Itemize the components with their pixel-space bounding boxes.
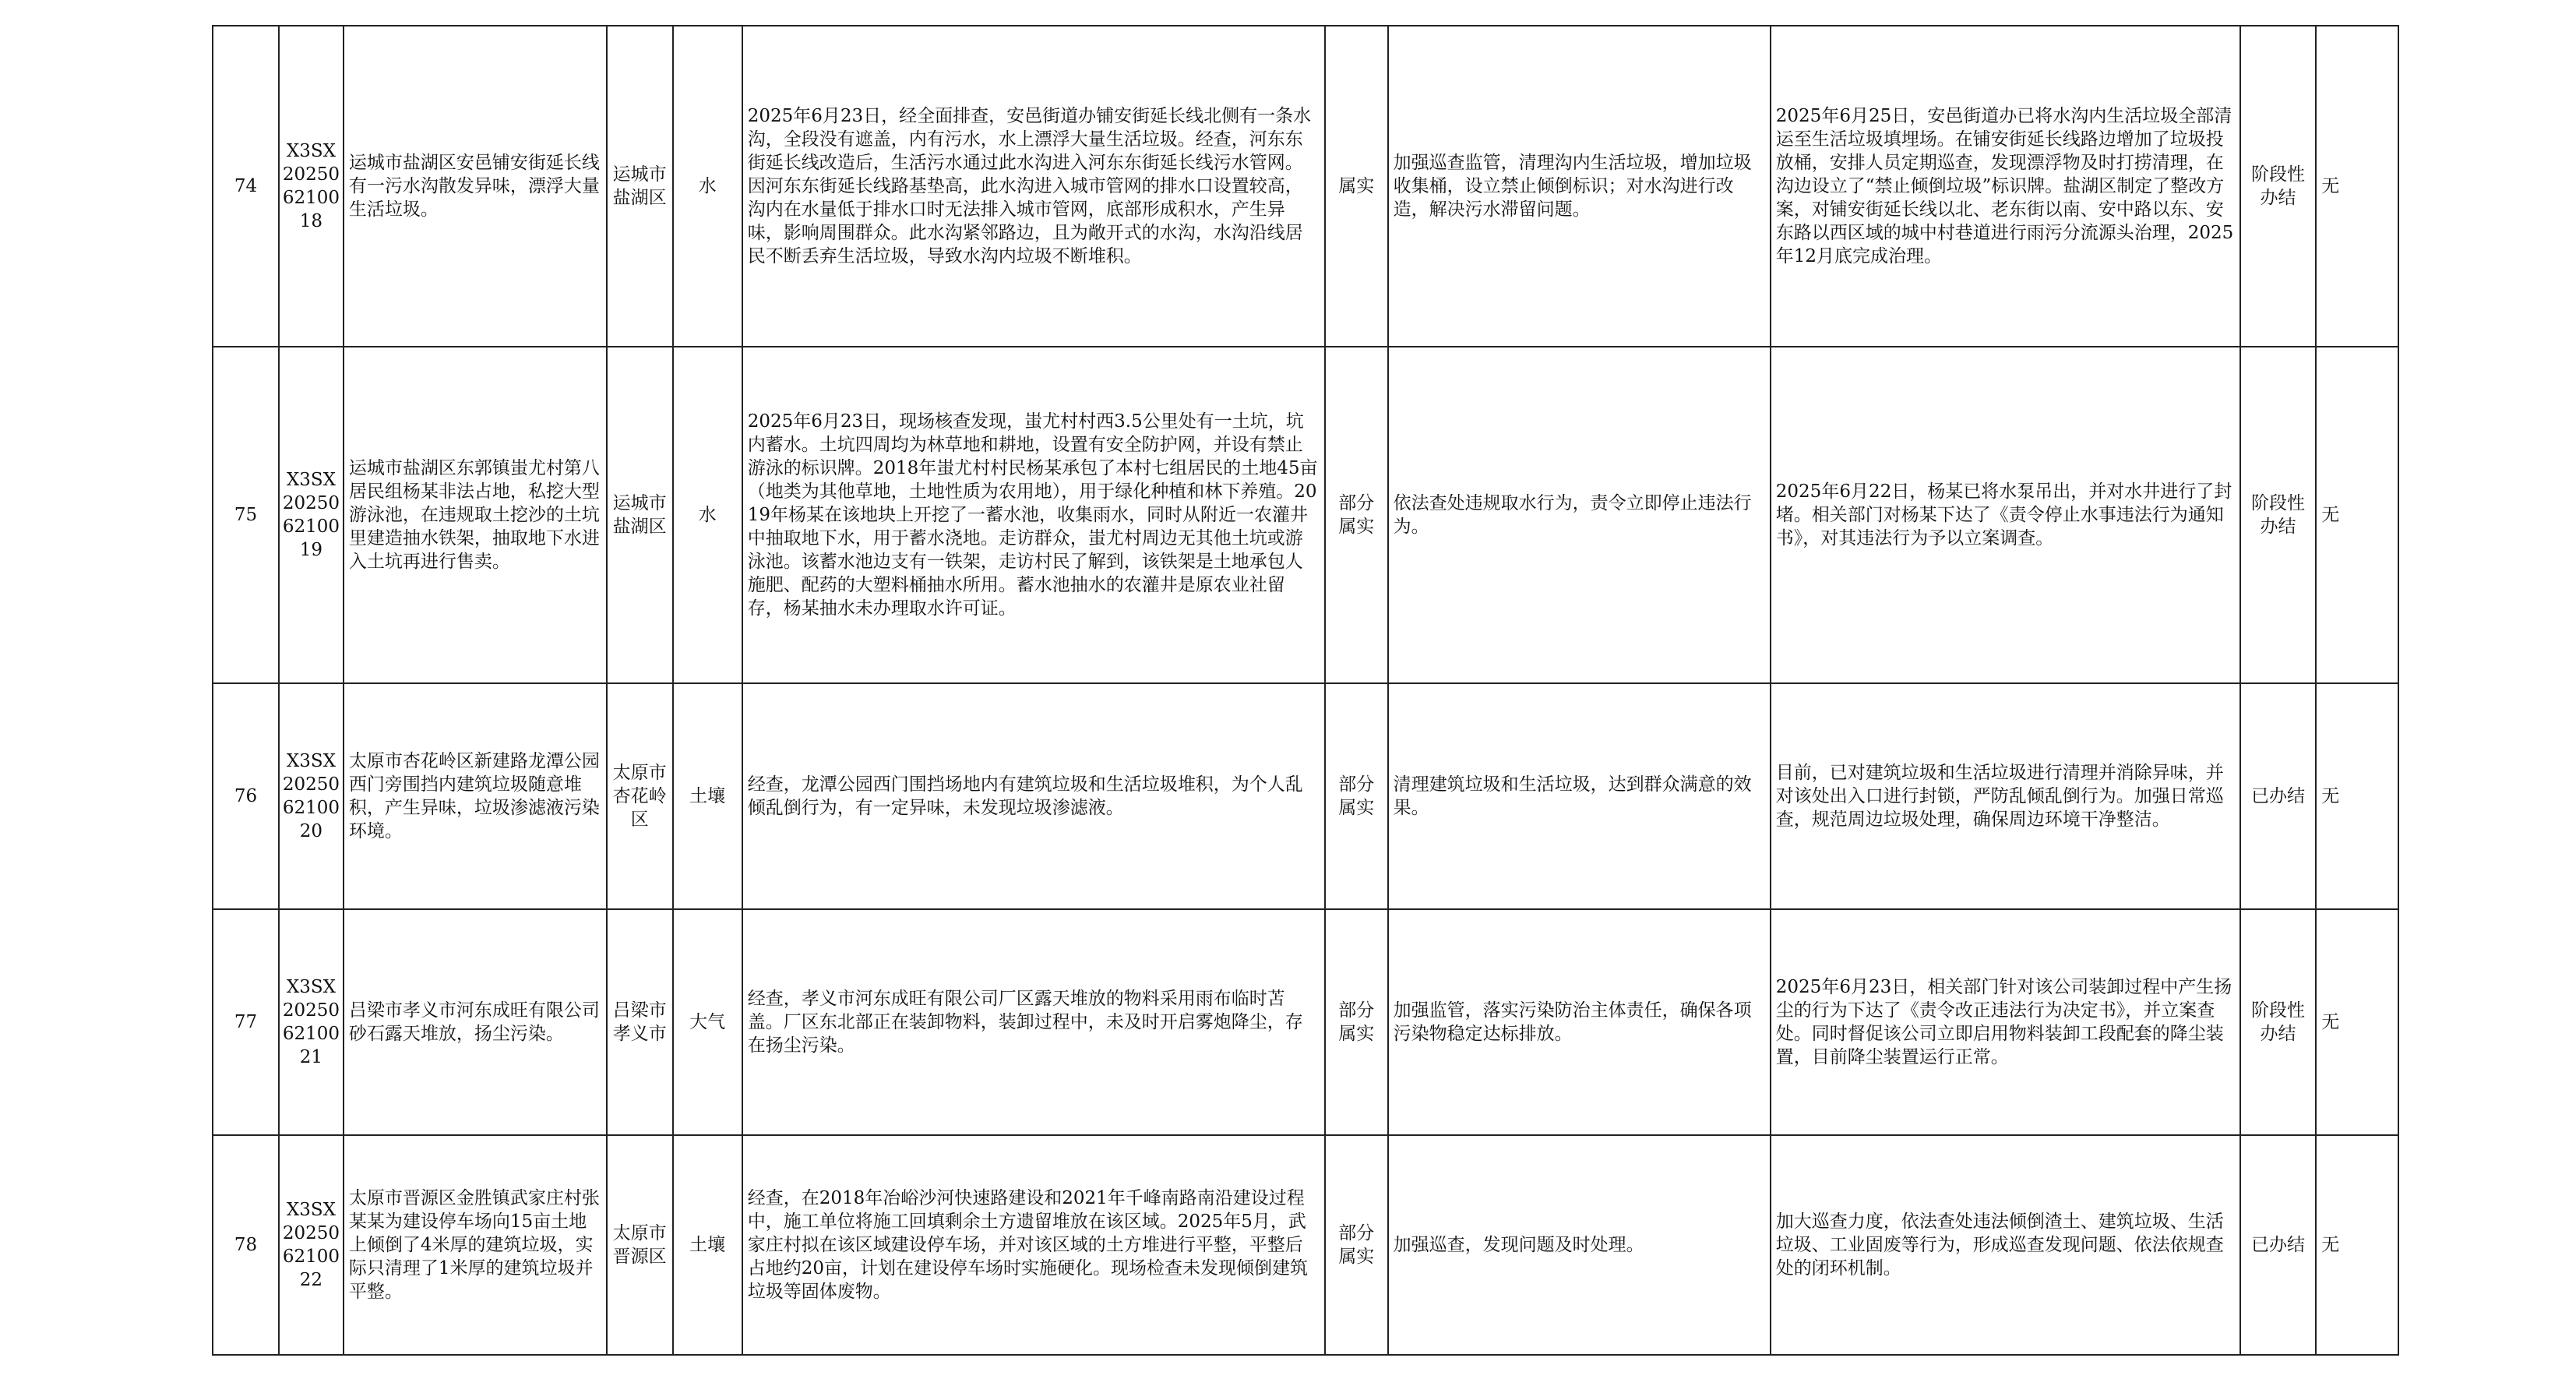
verdict: 属实 bbox=[1325, 26, 1388, 347]
completion-status: 已办结 bbox=[2240, 683, 2316, 909]
table-row bbox=[213, 26, 2398, 347]
row-number: 74 bbox=[213, 26, 279, 347]
administrative-district: 运城市盐湖区 bbox=[607, 347, 673, 683]
complaint-content: 太原市晋源区金胜镇武家庄村张某某为建设停车场向15亩土地上倾倒了4米厚的建筑垃圾，实际只清理了1米厚的建筑垃圾并平整。 bbox=[344, 1135, 607, 1355]
verdict: 部分属实 bbox=[1325, 909, 1388, 1135]
case-table bbox=[212, 25, 2399, 1356]
administrative-district: 运城市盐湖区 bbox=[607, 26, 673, 347]
complaint-content: 运城市盐湖区东郭镇蚩尤村第八居民组杨某非法占地，私挖大型游泳池，在违规取土挖沙的土坑里建造抽水铁架，抽取地下水进入土坑再进行售卖。 bbox=[344, 347, 607, 683]
completion-status: 阶段性办结 bbox=[2240, 909, 2316, 1135]
rectification-progress: 目前，已对建筑垃圾和生活垃圾进行清理并消除异味，并对该处出入口进行封锁，严防乱倾乱倒行为。加强日常巡查，规范周边垃圾处理，确保周边环境干净整洁。 bbox=[1771, 683, 2240, 909]
administrative-district: 太原市杏花岭区 bbox=[607, 683, 673, 909]
accountability: 无 bbox=[2316, 1135, 2398, 1355]
pollution-type: 土壤 bbox=[673, 1135, 742, 1355]
administrative-district: 太原市晋源区 bbox=[607, 1135, 673, 1355]
case-code: X3SX2025062100 22 bbox=[279, 1135, 344, 1355]
completion-status: 阶段性办结 bbox=[2240, 26, 2316, 347]
pollution-type: 水 bbox=[673, 26, 742, 347]
complaint-content: 吕梁市孝义市河东成旺有限公司砂石露天堆放，扬尘污染。 bbox=[344, 909, 607, 1135]
table-row bbox=[213, 683, 2398, 909]
investigation-finding: 经查，孝义市河东成旺有限公司厂区露天堆放的物料采用雨布临时苫盖。厂区东北部正在装卸物料，装卸过程中，未及时开启雾炮降尘，存在扬尘污染。 bbox=[742, 909, 1325, 1135]
verdict: 部分属实 bbox=[1325, 683, 1388, 909]
handling-measures: 加强巡查，发现问题及时处理。 bbox=[1388, 1135, 1771, 1355]
case-code: X3SX2025062100 20 bbox=[279, 683, 344, 909]
administrative-district: 吕梁市孝义市 bbox=[607, 909, 673, 1135]
accountability: 无 bbox=[2316, 683, 2398, 909]
accountability: 无 bbox=[2316, 26, 2398, 347]
investigation-finding: 2025年6月23日，现场核查发现，蚩尤村村西3.5公里处有一土坑，坑内蓄水。土坑四周均为林草地和耕地，设置有安全防护网，并设有禁止游泳的标识牌。2018年蚩尤村村民杨某承包了本村七组居民的土地45亩（地类为其他草地，土地性质为农用地），用于绿化种植和林下养殖。2019年杨某在该地块上开挖了一蓄水池，收集雨水，同时从附近一农灌井中抽取地下水，用于蓄水浇地。走访群众，蚩尤村周边无其他土坑或游泳池。该蓄水池边支有一铁架，走访村民了解到，该铁架是土地承包人施肥、配药的大塑料桶抽水所用。蓄水池抽水的农灌井是原农业社留存，杨某抽水未办理取水许可证。 bbox=[742, 347, 1325, 683]
investigation-finding: 2025年6月23日，经全面排查，安邑街道办铺安街延长线北侧有一条水沟，全段没有遮盖，内有污水，水上漂浮大量生活垃圾。经查，河东东街延长线改造后，生活污水通过此水沟进入河东东街延长线污水管网。因河东东街延长线路基垫高，此水沟进入城市管网的排水口设置较高，沟内在水量低于排水口时无法排入城市管网，底部形成积水，产生异味，影响周围群众。此水沟紧邻路边，且为敞开式的水沟，水沟沿线居民不断丢弃生活垃圾，导致水沟内垃圾不断堆积。 bbox=[742, 26, 1325, 347]
row-number: 77 bbox=[213, 909, 279, 1135]
case-code: X3SX2025062100 21 bbox=[279, 909, 344, 1135]
row-number: 78 bbox=[213, 1135, 279, 1355]
verdict: 部分属实 bbox=[1325, 347, 1388, 683]
rectification-progress: 加大巡查力度，依法查处违法倾倒渣土、建筑垃圾、生活垃圾、工业固废等行为，形成巡查发现问题、依法依规查处的闭环机制。 bbox=[1771, 1135, 2240, 1355]
case-code: X3SX2025062100 19 bbox=[279, 347, 344, 683]
accountability: 无 bbox=[2316, 909, 2398, 1135]
completion-status: 阶段性办结 bbox=[2240, 347, 2316, 683]
verdict: 部分属实 bbox=[1325, 1135, 1388, 1355]
investigation-finding: 经查，在2018年冶峪沙河快速路建设和2021年千峰南路南沿建设过程中，施工单位将施工回填剩余土方遗留堆放在该区域。2025年5月，武家庄村拟在该区域建设停车场，并对该区域的土方堆进行平整，平整后占地约20亩，计划在建设停车场时实施硬化。现场检查未发现倾倒建筑垃圾等固体废物。 bbox=[742, 1135, 1325, 1355]
table-row bbox=[213, 1135, 2398, 1355]
case-code: X3SX2025062100 18 bbox=[279, 26, 344, 347]
rectification-progress: 2025年6月23日，相关部门针对该公司装卸过程中产生扬尘的行为下达了《责令改正违法行为决定书》，并立案查处。同时督促该公司立即启用物料装卸工段配套的降尘装置，目前降尘装置运行正常。 bbox=[1771, 909, 2240, 1135]
rectification-progress: 2025年6月25日，安邑街道办已将水沟内生活垃圾全部清运至生活垃圾填埋场。在铺安街延长线路边增加了垃圾投放桶，安排人员定期巡查，发现漂浮物及时打捞清理，在沟边设立了“禁止倾倒垃圾”标识牌。盐湖区制定了整改方案，对铺安街延长线以北、老东街以南、安中路以东、安东路以西区域的城中村巷道进行雨污分流源头治理，2025年12月底完成治理。 bbox=[1771, 26, 2240, 347]
investigation-finding: 经查，龙潭公园西门围挡场地内有建筑垃圾和生活垃圾堆积，为个人乱倾乱倒行为，有一定异味，未发现垃圾渗滤液。 bbox=[742, 683, 1325, 909]
row-number: 75 bbox=[213, 347, 279, 683]
table-row bbox=[213, 909, 2398, 1135]
pollution-type: 水 bbox=[673, 347, 742, 683]
handling-measures: 加强巡查监管，清理沟内生活垃圾，增加垃圾收集桶，设立禁止倾倒标识；对水沟进行改造，解决污水滞留问题。 bbox=[1388, 26, 1771, 347]
handling-measures: 依法查处违规取水行为，责令立即停止违法行为。 bbox=[1388, 347, 1771, 683]
handling-measures: 加强监管，落实污染防治主体责任，确保各项污染物稳定达标排放。 bbox=[1388, 909, 1771, 1135]
table-row bbox=[213, 347, 2398, 683]
complaint-content: 运城市盐湖区安邑铺安街延长线有一污水沟散发异味，漂浮大量生活垃圾。 bbox=[344, 26, 607, 347]
row-number: 76 bbox=[213, 683, 279, 909]
rectification-progress: 2025年6月22日，杨某已将水泵吊出，并对水井进行了封堵。相关部门对杨某下达了《责令停止水事违法行为通知书》，对其违法行为予以立案调查。 bbox=[1771, 347, 2240, 683]
accountability: 无 bbox=[2316, 347, 2398, 683]
completion-status: 已办结 bbox=[2240, 1135, 2316, 1355]
complaint-content: 太原市杏花岭区新建路龙潭公园西门旁围挡内建筑垃圾随意堆积，产生异味，垃圾渗滤液污染环境。 bbox=[344, 683, 607, 909]
handling-measures: 清理建筑垃圾和生活垃圾，达到群众满意的效果。 bbox=[1388, 683, 1771, 909]
pollution-type: 土壤 bbox=[673, 683, 742, 909]
pollution-type: 大气 bbox=[673, 909, 742, 1135]
